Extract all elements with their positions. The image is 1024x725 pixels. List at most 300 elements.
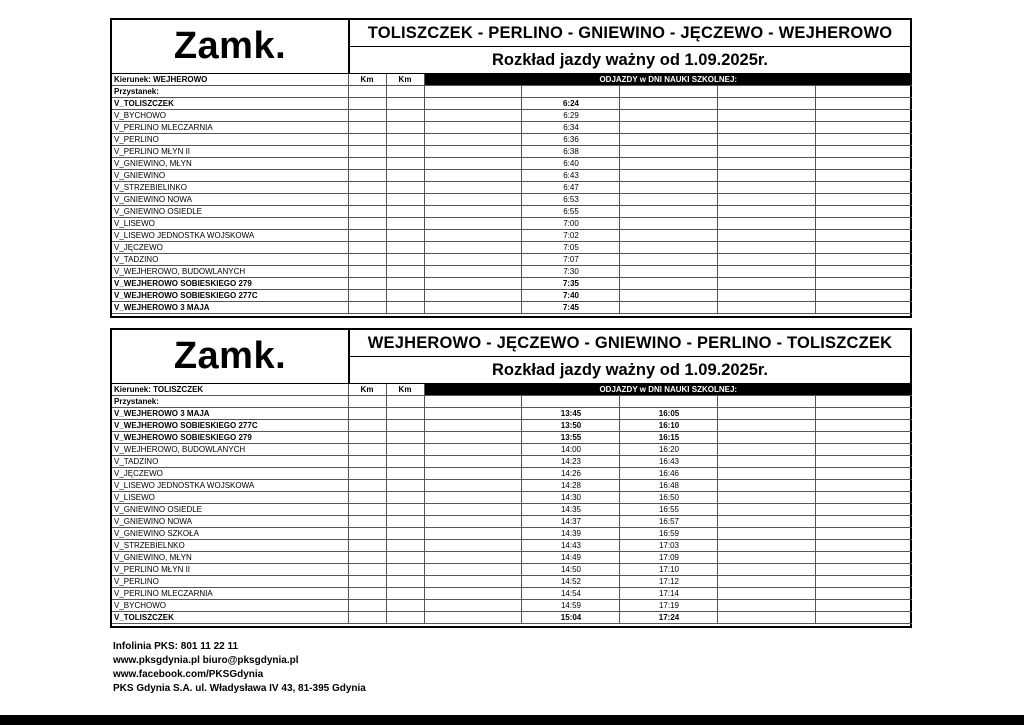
departure-time: 16:48 xyxy=(619,480,717,492)
departure-cell xyxy=(815,516,912,528)
km-cell xyxy=(348,456,386,468)
departure-cell xyxy=(815,122,912,134)
timetable-header xyxy=(112,20,910,74)
km-cell xyxy=(386,254,424,266)
stop-name: V_LISEWO JEDNOSTKA WOJSKOWA xyxy=(112,480,348,492)
departure-time: 6:24 xyxy=(521,98,619,110)
departure-cell xyxy=(717,134,815,146)
departure-cell xyxy=(717,254,815,266)
departure-cell xyxy=(815,552,912,564)
km-cell xyxy=(348,218,386,230)
stops-label-row xyxy=(112,396,912,408)
departure-cell xyxy=(815,504,912,516)
departure-cell xyxy=(717,266,815,278)
departure-time: 14:30 xyxy=(521,492,619,504)
departure-cell xyxy=(717,576,815,588)
departure-cell xyxy=(815,444,912,456)
table-row xyxy=(112,468,912,480)
km-cell xyxy=(386,110,424,122)
km-cell xyxy=(348,158,386,170)
km-cell xyxy=(386,528,424,540)
km-cell xyxy=(348,468,386,480)
stops-label-row xyxy=(112,86,912,98)
departure-cell xyxy=(424,468,521,480)
departure-time: 17:24 xyxy=(619,612,717,624)
km-cell xyxy=(348,504,386,516)
departure-cell xyxy=(815,98,912,110)
table-row xyxy=(112,182,912,194)
departure-cell xyxy=(815,480,912,492)
km-cell xyxy=(386,408,424,420)
km-cell xyxy=(348,432,386,444)
km-cell xyxy=(348,182,386,194)
departure-cell xyxy=(424,146,521,158)
km-cell xyxy=(386,612,424,624)
departure-cell xyxy=(424,480,521,492)
stop-name: V_WEJHEROWO 3 MAJA xyxy=(112,408,348,420)
departure-cell xyxy=(717,420,815,432)
stop-name: V_JĘCZEWO xyxy=(112,468,348,480)
stop-name: V_GNIEWINO OSIEDLE xyxy=(112,206,348,218)
km-cell xyxy=(348,194,386,206)
departure-cell xyxy=(815,146,912,158)
stop-name: V_WEJHEROWO SOBIESKIEGO 279 xyxy=(112,278,348,290)
hotline-text: Infolinia PKS: 801 11 22 11 xyxy=(113,641,239,652)
departure-time xyxy=(619,242,717,254)
departure-cell xyxy=(815,528,912,540)
stop-name: V_LISEWO JEDNOSTKA WOJSKOWA xyxy=(112,230,348,242)
table-row xyxy=(112,444,912,456)
departure-time: 6:43 xyxy=(521,170,619,182)
km-cell xyxy=(386,420,424,432)
departure-cell xyxy=(717,110,815,122)
departure-time xyxy=(619,182,717,194)
departure-cell xyxy=(717,444,815,456)
departure-time: 14:39 xyxy=(521,528,619,540)
stops-label: Przystanek: xyxy=(112,396,348,408)
departure-cell xyxy=(815,110,912,122)
validity-text: Rozkład jazdy ważny od 1.09.2025r. xyxy=(491,360,769,379)
departure-cell xyxy=(815,242,912,254)
departure-cell xyxy=(717,528,815,540)
facebook-text: www.facebook.com/PKSGdynia xyxy=(113,669,264,680)
departure-time: 7:35 xyxy=(521,278,619,290)
departure-cell xyxy=(424,432,521,444)
departure-cell xyxy=(717,456,815,468)
departure-cell xyxy=(424,194,521,206)
departure-cell xyxy=(815,588,912,600)
table-row xyxy=(112,98,912,110)
stop-name: V_TOLISZCZEK xyxy=(112,98,348,110)
departure-cell xyxy=(424,158,521,170)
stop-name: V_GNIEWINO, MŁYN xyxy=(112,158,348,170)
stop-name: V_TADZINO xyxy=(112,456,348,468)
km-cell xyxy=(348,588,386,600)
departure-cell xyxy=(424,170,521,182)
departure-cell xyxy=(815,266,912,278)
departure-cell xyxy=(424,182,521,194)
departure-cell xyxy=(815,492,912,504)
stops-table xyxy=(112,384,912,624)
departure-time xyxy=(619,254,717,266)
km-cell xyxy=(386,552,424,564)
table-row xyxy=(112,218,912,230)
departure-cell xyxy=(815,158,912,170)
km-cell xyxy=(348,612,386,624)
departure-time xyxy=(619,206,717,218)
table-row xyxy=(112,158,912,170)
departure-time: 6:36 xyxy=(521,134,619,146)
departure-cell xyxy=(424,278,521,290)
departure-cell xyxy=(424,564,521,576)
table-row xyxy=(112,588,912,600)
departure-cell xyxy=(424,230,521,242)
departure-cell xyxy=(424,242,521,254)
table-row xyxy=(112,528,912,540)
departure-cell xyxy=(815,206,912,218)
stop-name: V_GNIEWINO NOWA xyxy=(112,194,348,206)
departure-cell xyxy=(424,110,521,122)
departure-time: 13:55 xyxy=(521,432,619,444)
stop-name: V_WEJHEROWO 3 MAJA xyxy=(112,302,348,314)
km-cell xyxy=(348,278,386,290)
departure-time xyxy=(619,134,717,146)
departure-cell xyxy=(717,122,815,134)
departure-time: 6:29 xyxy=(521,110,619,122)
departure-time: 14:52 xyxy=(521,576,619,588)
departure-time: 14:49 xyxy=(521,552,619,564)
departure-cell xyxy=(815,182,912,194)
departures-header: ODJAZDY w DNI NAUKI SZKOLNEJ: xyxy=(424,384,912,396)
website-email-text: www.pksgdynia.pl biuro@pksgdynia.pl xyxy=(113,655,299,666)
departure-cell xyxy=(424,516,521,528)
table-row xyxy=(112,110,912,122)
departure-time xyxy=(619,218,717,230)
km-cell xyxy=(386,504,424,516)
departure-time: 7:30 xyxy=(521,266,619,278)
km-cell xyxy=(348,254,386,266)
stop-name: V_WEJHEROWO SOBIESKIEGO 277C xyxy=(112,290,348,302)
km-cell xyxy=(348,98,386,110)
departure-time xyxy=(619,98,717,110)
departure-cell xyxy=(815,170,912,182)
stop-name: V_PERLINO MŁYN II xyxy=(112,564,348,576)
departure-cell xyxy=(815,456,912,468)
departure-time: 6:55 xyxy=(521,206,619,218)
route-title: TOLISZCZEK - PERLINO - GNIEWINO - JĘCZEWO - WEJHEROWO xyxy=(350,20,910,47)
departure-time: 17:10 xyxy=(619,564,717,576)
departure-time: 16:50 xyxy=(619,492,717,504)
table-row xyxy=(112,576,912,588)
departure-cell xyxy=(717,158,815,170)
departure-time xyxy=(619,158,717,170)
departure-cell xyxy=(717,170,815,182)
departure-time: 14:35 xyxy=(521,504,619,516)
stops-table xyxy=(112,74,912,314)
km-header: Km xyxy=(386,384,424,396)
departure-cell xyxy=(717,564,815,576)
km-cell xyxy=(386,218,424,230)
departure-time: 7:05 xyxy=(521,242,619,254)
departure-time xyxy=(619,122,717,134)
km-cell xyxy=(386,158,424,170)
departure-time: 16:05 xyxy=(619,408,717,420)
departure-cell xyxy=(424,444,521,456)
departure-cell xyxy=(717,242,815,254)
km-cell xyxy=(348,206,386,218)
departure-cell xyxy=(815,254,912,266)
departure-cell xyxy=(717,278,815,290)
departure-time: 13:50 xyxy=(521,420,619,432)
stop-name: V_WEJHEROWO SOBIESKIEGO 279 xyxy=(112,432,348,444)
stop-name: V_PERLINO MŁYN II xyxy=(112,146,348,158)
stop-name: V_PERLINO MLECZARNIA xyxy=(112,122,348,134)
zamk-label: Zamk. xyxy=(112,330,350,383)
contact-footer xyxy=(113,640,366,696)
departure-cell xyxy=(815,218,912,230)
timetable-toliszczek xyxy=(110,328,912,628)
departure-cell xyxy=(424,98,521,110)
stop-name: V_GNIEWINO OSIEDLE xyxy=(112,504,348,516)
departure-cell xyxy=(424,588,521,600)
departure-time: 16:57 xyxy=(619,516,717,528)
km-cell xyxy=(348,444,386,456)
departure-cell xyxy=(717,218,815,230)
departure-time: 15:04 xyxy=(521,612,619,624)
departure-time: 17:09 xyxy=(619,552,717,564)
km-cell xyxy=(348,290,386,302)
departure-time: 14:50 xyxy=(521,564,619,576)
departure-time: 14:28 xyxy=(521,480,619,492)
table-row xyxy=(112,540,912,552)
departure-cell xyxy=(717,600,815,612)
departure-cell xyxy=(717,516,815,528)
departure-time xyxy=(619,266,717,278)
stop-name: V_STRZEBIELNKO xyxy=(112,540,348,552)
departure-cell xyxy=(815,408,912,420)
table-row xyxy=(112,552,912,564)
departure-cell xyxy=(424,408,521,420)
departure-cell xyxy=(717,540,815,552)
departure-cell xyxy=(424,218,521,230)
departure-cell xyxy=(424,540,521,552)
stop-name: V_WEJHEROWO SOBIESKIEGO 277C xyxy=(112,420,348,432)
stop-name: V_TOLISZCZEK xyxy=(112,612,348,624)
table-row xyxy=(112,612,912,624)
departure-cell xyxy=(424,576,521,588)
stop-name: V_PERLINO MLECZARNIA xyxy=(112,588,348,600)
km-cell xyxy=(348,576,386,588)
stop-name: V_PERLINO xyxy=(112,576,348,588)
km-cell xyxy=(348,552,386,564)
departure-cell xyxy=(424,456,521,468)
table-row xyxy=(112,134,912,146)
km-cell xyxy=(386,122,424,134)
table-row xyxy=(112,254,912,266)
departure-time: 16:20 xyxy=(619,444,717,456)
departure-time xyxy=(619,302,717,314)
table-row xyxy=(112,122,912,134)
timetable-wejherowo xyxy=(110,18,912,318)
departure-time: 16:15 xyxy=(619,432,717,444)
table-row xyxy=(112,302,912,314)
departure-cell xyxy=(717,206,815,218)
table-header-row xyxy=(112,74,912,86)
departure-time xyxy=(619,146,717,158)
table-row xyxy=(112,432,912,444)
departure-cell xyxy=(815,600,912,612)
km-cell xyxy=(348,122,386,134)
departure-cell xyxy=(717,504,815,516)
departure-cell xyxy=(424,504,521,516)
stop-name: V_GNIEWINO SZKOŁA xyxy=(112,528,348,540)
departure-cell xyxy=(424,552,521,564)
table-row xyxy=(112,170,912,182)
table-row xyxy=(112,194,912,206)
departure-time: 14:00 xyxy=(521,444,619,456)
stop-name: V_LISEWO xyxy=(112,492,348,504)
departure-time: 6:38 xyxy=(521,146,619,158)
km-cell xyxy=(386,266,424,278)
departure-cell xyxy=(717,588,815,600)
stop-name: V_GNIEWINO xyxy=(112,170,348,182)
km-cell xyxy=(348,420,386,432)
departure-time: 6:34 xyxy=(521,122,619,134)
timetable-titles xyxy=(350,20,910,73)
km-cell xyxy=(348,600,386,612)
departure-time: 14:26 xyxy=(521,468,619,480)
table-row xyxy=(112,266,912,278)
table-row xyxy=(112,290,912,302)
table-row xyxy=(112,456,912,468)
departure-time: 6:53 xyxy=(521,194,619,206)
table-row xyxy=(112,516,912,528)
departure-cell xyxy=(424,612,521,624)
km-cell xyxy=(386,564,424,576)
km-cell xyxy=(348,266,386,278)
km-cell xyxy=(386,98,424,110)
km-cell xyxy=(386,600,424,612)
departure-time: 14:43 xyxy=(521,540,619,552)
km-cell xyxy=(386,432,424,444)
table-row xyxy=(112,480,912,492)
departure-time: 7:00 xyxy=(521,218,619,230)
km-cell xyxy=(386,182,424,194)
timetable-titles xyxy=(350,330,910,383)
departure-cell xyxy=(717,302,815,314)
departure-cell xyxy=(717,146,815,158)
stop-name: V_WEJHEROWO, BUDOWLANYCH xyxy=(112,444,348,456)
departure-cell xyxy=(424,122,521,134)
departure-time: 7:02 xyxy=(521,230,619,242)
departure-cell xyxy=(815,612,912,624)
departure-cell xyxy=(717,194,815,206)
km-cell xyxy=(348,230,386,242)
departure-cell xyxy=(717,480,815,492)
departure-time: 7:07 xyxy=(521,254,619,266)
address-text: PKS Gdynia S.A. ul. Władysława IV 43, 81-395 Gdynia xyxy=(113,683,366,694)
table-row xyxy=(112,492,912,504)
table-row xyxy=(112,278,912,290)
departure-cell xyxy=(424,302,521,314)
km-header: Km xyxy=(386,74,424,86)
stop-name: V_LISEWO xyxy=(112,218,348,230)
km-cell xyxy=(386,146,424,158)
departure-time: 14:37 xyxy=(521,516,619,528)
departure-cell xyxy=(424,492,521,504)
km-cell xyxy=(386,540,424,552)
direction-label: Kierunek: WEJHEROWO xyxy=(112,74,348,86)
departure-cell xyxy=(424,266,521,278)
departure-time: 7:45 xyxy=(521,302,619,314)
km-cell xyxy=(348,540,386,552)
departure-cell xyxy=(717,290,815,302)
km-cell xyxy=(386,242,424,254)
departure-time: 17:12 xyxy=(619,576,717,588)
departure-cell xyxy=(815,432,912,444)
departure-cell xyxy=(424,134,521,146)
km-cell xyxy=(386,290,424,302)
departure-time: 17:14 xyxy=(619,588,717,600)
departure-time: 6:40 xyxy=(521,158,619,170)
table-row xyxy=(112,564,912,576)
departure-cell xyxy=(815,540,912,552)
stop-name: V_BYCHOWO xyxy=(112,600,348,612)
bottom-bar xyxy=(0,715,1024,725)
departure-cell xyxy=(815,564,912,576)
km-cell xyxy=(348,242,386,254)
km-cell xyxy=(348,516,386,528)
km-cell xyxy=(386,444,424,456)
km-cell xyxy=(348,146,386,158)
km-cell xyxy=(386,480,424,492)
departure-time: 7:40 xyxy=(521,290,619,302)
km-cell xyxy=(386,206,424,218)
departure-time: 14:54 xyxy=(521,588,619,600)
km-cell xyxy=(348,134,386,146)
departure-cell xyxy=(424,600,521,612)
km-cell xyxy=(386,588,424,600)
validity-text: Rozkład jazdy ważny od 1.09.2025r. xyxy=(491,50,769,69)
km-cell xyxy=(348,528,386,540)
departure-cell xyxy=(717,468,815,480)
departure-time: 6:47 xyxy=(521,182,619,194)
departure-time: 14:59 xyxy=(521,600,619,612)
departure-cell xyxy=(815,230,912,242)
km-header: Km xyxy=(348,74,386,86)
departure-time: 16:43 xyxy=(619,456,717,468)
departure-time xyxy=(619,110,717,122)
km-cell xyxy=(348,480,386,492)
departure-time: 16:59 xyxy=(619,528,717,540)
km-cell xyxy=(348,110,386,122)
departure-cell xyxy=(717,182,815,194)
departure-cell xyxy=(424,206,521,218)
departure-time xyxy=(619,170,717,182)
table-row xyxy=(112,206,912,218)
departure-cell xyxy=(424,254,521,266)
departure-cell xyxy=(815,302,912,314)
km-header: Km xyxy=(348,384,386,396)
departure-cell xyxy=(717,492,815,504)
table-row xyxy=(112,600,912,612)
departures-header: ODJAZDY w DNI NAUKI SZKOLNEJ: xyxy=(424,74,912,86)
direction-label: Kierunek: TOLISZCZEK xyxy=(112,384,348,396)
departure-time xyxy=(619,290,717,302)
departure-time: 13:45 xyxy=(521,408,619,420)
km-cell xyxy=(386,230,424,242)
zamk-label: Zamk. xyxy=(112,20,350,73)
